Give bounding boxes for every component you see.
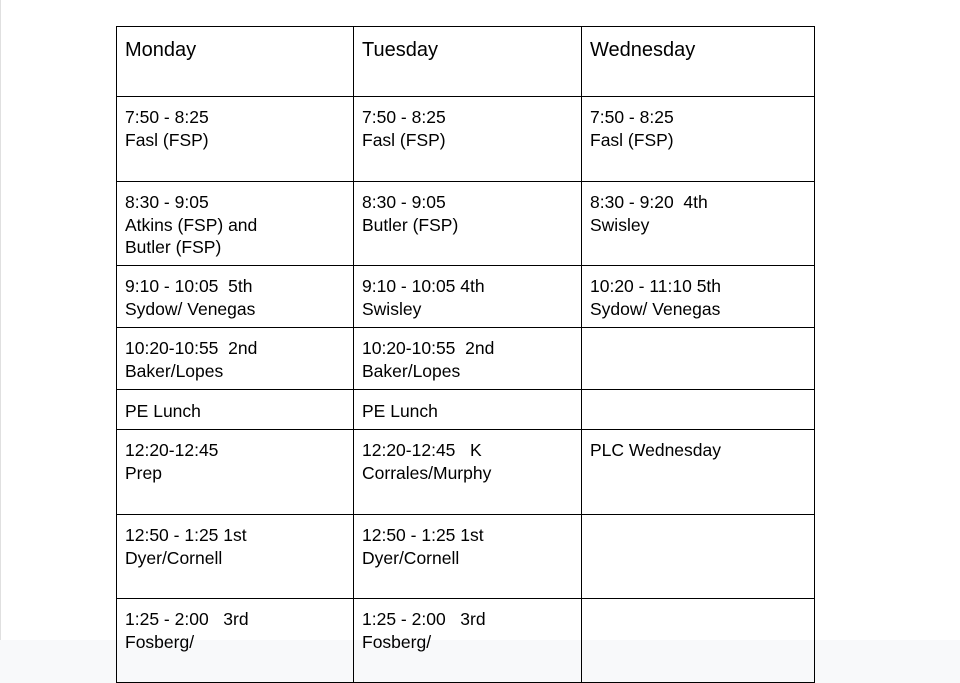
header-row <box>117 27 815 97</box>
table-cell[interactable]: 12:20-12:45 Prep <box>117 430 354 515</box>
table-cell[interactable]: 7:50 - 8:25 Fasl (FSP) <box>582 97 815 182</box>
table-cell[interactable]: 10:20 - 11:10 5th Sydow/ Venegas <box>582 266 815 328</box>
table-row <box>117 182 815 266</box>
table-cell[interactable]: 12:50 - 1:25 1st Dyer/Cornell <box>354 515 582 599</box>
table-row <box>117 266 815 328</box>
header-cell-tuesday[interactable]: Tuesday <box>354 27 582 97</box>
table-row <box>117 97 815 182</box>
table-cell[interactable]: 8:30 - 9:20 4th Swisley <box>582 182 815 266</box>
table-row <box>117 599 815 683</box>
table-cell[interactable]: 12:50 - 1:25 1st Dyer/Cornell <box>117 515 354 599</box>
table-cell[interactable]: PE Lunch <box>117 390 354 430</box>
table-cell[interactable]: 10:20-10:55 2nd Baker/Lopes <box>117 328 354 390</box>
table-cell[interactable]: 12:20-12:45 K Corrales/Murphy <box>354 430 582 515</box>
table-cell[interactable]: 9:10 - 10:05 5th Sydow/ Venegas <box>117 266 354 328</box>
table-cell[interactable] <box>582 390 815 430</box>
table-cell[interactable]: 7:50 - 8:25 Fasl (FSP) <box>354 97 582 182</box>
table-cell[interactable]: 10:20-10:55 2nd Baker/Lopes <box>354 328 582 390</box>
table-cell[interactable]: 8:30 - 9:05 Butler (FSP) <box>354 182 582 266</box>
schedule-table <box>116 26 815 683</box>
table-row <box>117 390 815 430</box>
table-cell[interactable]: PLC Wednesday <box>582 430 815 515</box>
table-row <box>117 328 815 390</box>
table-cell[interactable] <box>582 515 815 599</box>
table-cell[interactable] <box>582 328 815 390</box>
table-cell[interactable]: 7:50 - 8:25 Fasl (FSP) <box>117 97 354 182</box>
table-row <box>117 430 815 515</box>
table-cell[interactable]: 9:10 - 10:05 4th Swisley <box>354 266 582 328</box>
header-cell-wednesday[interactable]: Wednesday <box>582 27 815 97</box>
table-row <box>117 515 815 599</box>
header-cell-monday[interactable]: Monday <box>117 27 354 97</box>
table-cell[interactable]: 1:25 - 2:00 3rd Fosberg/ <box>354 599 582 683</box>
table-cell[interactable]: 8:30 - 9:05 Atkins (FSP) and Butler (FSP) <box>117 182 354 266</box>
table-cell[interactable]: 1:25 - 2:00 3rd Fosberg/ <box>117 599 354 683</box>
table-cell[interactable]: PE Lunch <box>354 390 582 430</box>
table-cell[interactable] <box>582 599 815 683</box>
